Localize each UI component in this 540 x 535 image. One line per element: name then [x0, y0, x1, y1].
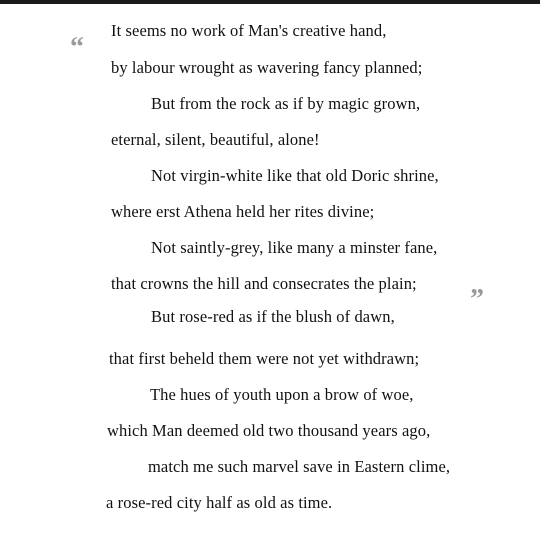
top-border-rule — [0, 0, 540, 4]
poem-line-13: match me such marvel save in Eastern clime, — [148, 457, 451, 476]
poem-line-8: that crowns the hill and consecrates the plain; — [111, 274, 417, 293]
poem-line-12: which Man deemed old two thousand years ago, — [107, 421, 431, 440]
poem-line-14: a rose-red city half as old as time. — [106, 493, 333, 512]
poem-line-3: But from the rock as if by magic grown, — [151, 94, 421, 113]
poem-line-2: by labour wrought as wavering fancy planned; — [111, 58, 423, 77]
poem-line-7: Not saintly-grey, like many a minster fane, — [151, 238, 438, 257]
poem-line-6: where erst Athena held her rites divine; — [111, 202, 375, 221]
poem-line-1: It seems no work of Man's creative hand, — [111, 21, 387, 40]
close-quote-mark: ” — [470, 284, 484, 315]
poem-line-10: that first beheld them were not yet withdrawn; — [109, 349, 420, 368]
open-quote-mark: “ — [70, 32, 84, 63]
poem-line-11: The hues of youth upon a brow of woe, — [150, 385, 414, 404]
poem-line-5: Not virgin-white like that old Doric shrine, — [151, 166, 439, 185]
poem-line-4: eternal, silent, beautiful, alone! — [111, 130, 320, 149]
poem-line-9: But rose-red as if the blush of dawn, — [151, 307, 395, 326]
